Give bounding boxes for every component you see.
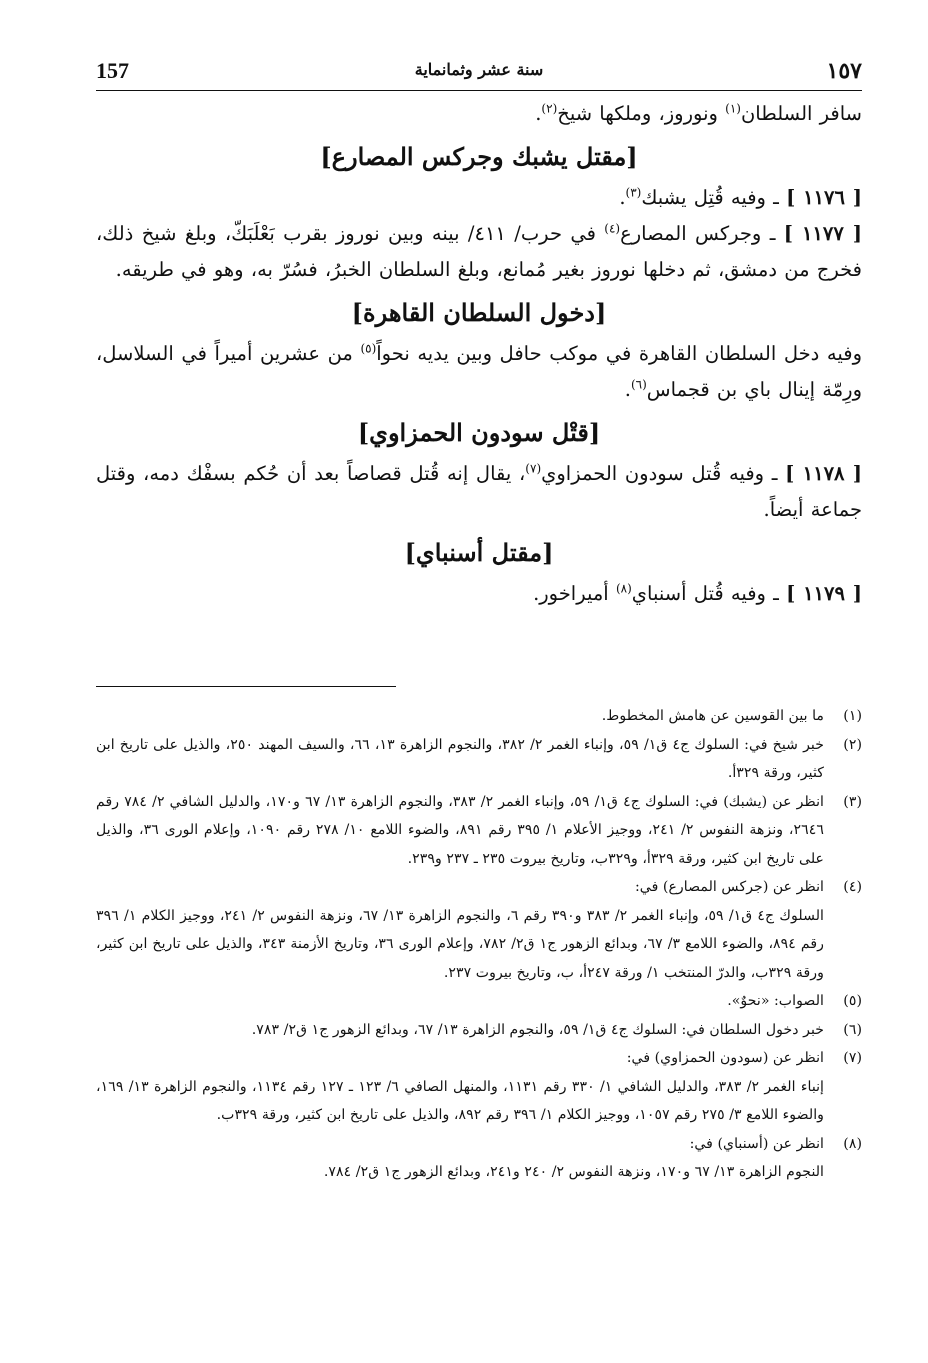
entry-number: [ ١١٧٦ ] xyxy=(786,186,862,209)
footnote xyxy=(96,873,862,902)
footnote-ref[interactable]: (١) xyxy=(725,101,741,116)
text-run: سافر السلطان xyxy=(740,102,862,125)
text-run: ، يقال إنه قُتل قصاصاً بعد أن حُكم بسفْك دمه، وقتل جماعة أيضاً. xyxy=(96,462,862,521)
footnotes xyxy=(96,702,862,1187)
footnote-text: الصواب: «نحوٌ». xyxy=(727,993,824,1009)
footnote-label xyxy=(824,902,862,988)
book-page xyxy=(96,0,862,1363)
page-number-latin: 157 xyxy=(96,58,129,83)
footnote-label: (٣) xyxy=(843,793,862,810)
footnote-text: السلوك ج٤ ق١/ ٥٩، وإنباء الغمر ٢/ ٣٨٣ و٣٩٠ رقم ٦، والنجوم الزاهرة ١٣/ ٦٧، ونزهة النفوس ٢/ ٢٤١، ووجيز الكلام ١/ ٣٩٦ رقم ٨٩٤، والضوء اللامع ٣/ ٦٧، وبدائع الزهور ج١ ق٢/ ٧٨٢، وإعلام الورى ٣٦، وتاريخ الأزمنة ٣٤٣، والذيل على تاريخ ابن كثير، ورقة ٣٢٩ب، والدرّ المنتخب ١/ ورقة ٢٤٧أ، ب، وتاريخ بيروت ٢٣٧. xyxy=(96,907,825,981)
footnote xyxy=(96,1044,862,1073)
footnote-text: انظر عن (أسنباي) في: xyxy=(689,1135,824,1152)
text-run: . xyxy=(619,186,626,209)
footnote-label: (٢) xyxy=(843,736,862,753)
entry-1179 xyxy=(96,576,862,612)
footnote xyxy=(96,788,862,874)
text-run: . xyxy=(535,102,542,125)
text-run: في حرب/ ٤١١/ بينه وبين نوروز بقرب بَعْلَبَكّ، وبلغ شيخ ذلك، فخرج من دمشق، ثم دخلها نوروز بغير مُمانع، وبلغ السلطان الخبرُ، فسُرّ به، وهو في طريقه. xyxy=(96,222,862,281)
page-header xyxy=(96,52,862,91)
running-title: سنة عشر وثمانماية xyxy=(414,60,544,79)
footnote-label: (٦) xyxy=(843,1021,862,1038)
paragraph-intro xyxy=(96,96,862,132)
footnote-text: إنباء الغمر ٢/ ٣٨٣، والدليل الشافي ١/ ٣٣٠ رقم ١١٣١، والمنهل الصافي ٦/ ١٢٣ ـ ١٢٧ رقم ١١٣٤، والنجوم الزاهرة ١٣/ ١٦٩، والضوء اللامع ٣/ ٢٧٥ رقم ١٠٥٧، ووجيز الكلام ١/ ٣٩٦ رقم ٨٩٢، والذيل على تاريخ ابن كثير، ورقة ٣٢٩ب. xyxy=(96,1078,824,1123)
text-run: ونوروز، وملكها شيخ xyxy=(557,102,726,125)
paragraph-sultan-entry xyxy=(96,336,862,408)
footnote-ref[interactable]: (٢) xyxy=(541,101,558,116)
footnote-continuation xyxy=(96,902,862,988)
entry-1178 xyxy=(96,456,862,528)
footnote-ref[interactable]: (٣) xyxy=(625,185,642,200)
footnote-text: انظر عن (سودون الحمزاوي) في: xyxy=(626,1050,824,1066)
section-heading-sultan-entry: [دخول السلطان القاهرة] xyxy=(351,298,607,327)
footnote-continuation xyxy=(96,1158,862,1187)
main-text xyxy=(96,96,862,612)
text-run: ـ وفيه قُتل أسنباي xyxy=(631,582,787,605)
footnote xyxy=(96,702,862,731)
text-run: وفيه دخل السلطان القاهرة في موكب حافل وبين يديه نحواً xyxy=(376,342,862,365)
footnote-ref[interactable]: (٥) xyxy=(360,341,377,356)
footnote xyxy=(96,1130,862,1159)
entry-number: [ ١١٧٨ ] xyxy=(785,462,863,485)
footnote-separator xyxy=(96,686,396,687)
footnote-text: خبر دخول السلطان في: السلوك ج٤ ق١/ ٥٩، والنجوم الزاهرة ١٣/ ٦٧، وبدائع الزهور ج١ ق٢/ ٧٨٣. xyxy=(251,1021,824,1038)
page-number-arabic: ١٥٧ xyxy=(826,58,862,83)
text-run: ـ وجركس المصارع xyxy=(620,222,784,245)
footnote xyxy=(96,1016,862,1045)
footnote-ref[interactable]: (٧) xyxy=(525,461,542,476)
footnote-text: انظر عن (يشبك) في: السلوك ج٤ ق١/ ٥٩، وإنباء الغمر ٢/ ٣٨٣، والنجوم الزاهرة ١٣/ ٦٧ و١٧٠، والدليل الشافي ٢/ ٧٨٤ رقم ٢٦٤٦، ونزهة النفوس ٢/ ٢٤١، ووجيز الأعلام ١/ ٣٩٥ رقم ٨٩١، والضوء اللامع ١٠/ ٢٧٨ رقم ١٠٩٠، وإعلام الورى ٣٦، والذيل على تاريخ ابن كثير، ورقة ٣٢٩أ، و٣٢٩ب، وتاريخ بيروت ٢٣٥ ـ ٢٣٧ و٢٣٩. xyxy=(96,793,825,867)
footnote-label: (٥) xyxy=(843,993,862,1009)
footnote-label: (١) xyxy=(843,708,862,724)
footnote xyxy=(96,987,862,1016)
footnote-text: النجوم الزاهرة ١٣/ ٦٧ و١٧٠، ونزهة النفوس ٢/ ٢٤٠ و٢٤١، وبدائع الزهور ج١ ق٢/ ٧٨٤. xyxy=(323,1164,824,1180)
footnote-ref[interactable]: (٦) xyxy=(630,377,647,392)
text-run: ـ وفيه قُتل سودون الحمزاوي xyxy=(541,462,786,485)
section-heading-yashbak: [مقتل يشبك وجركس المصارع] xyxy=(320,142,638,171)
footnote-text: انظر عن (جركس المصارع) في: xyxy=(635,879,824,895)
text-run: ـ وفيه قُتِل يشبك xyxy=(641,186,787,209)
entry-number: [ ١١٧٩ ] xyxy=(786,582,862,605)
footnote-label: (٨) xyxy=(843,1135,862,1152)
entry-1177 xyxy=(96,216,862,288)
footnote-label xyxy=(824,1073,862,1130)
footnote-ref[interactable]: (٨) xyxy=(615,581,632,596)
section-heading-asanbay: [مقتل أسنباي] xyxy=(404,538,554,567)
entry-1176 xyxy=(96,180,862,216)
text-run: أميراخور. xyxy=(533,582,616,605)
footnote-text: ما بين القوسين عن هامش المخطوط. xyxy=(601,708,824,724)
footnote xyxy=(96,731,862,788)
footnote-text: خبر شيخ في: السلوك ج٤ ق١/ ٥٩، وإنباء الغمر ٢/ ٣٨٢، والنجوم الزاهرة ١٣، ٦٦، والسيف المهند ٢٥٠، والذيل على تاريخ ابن كثير، ورقة ٣٢٩أ. xyxy=(96,736,824,781)
footnote-ref[interactable]: (٤) xyxy=(604,221,621,236)
text-run: من عشرين أميراً في السلاسل، ورِمّة إينال باي بن قجماس xyxy=(96,342,862,401)
footnote-label xyxy=(824,1158,862,1187)
footnote-label: (٤) xyxy=(843,879,862,895)
entry-number: [ ١١٧٧ ] xyxy=(783,222,863,245)
section-heading-sudun: [قتْل سودون الحمزاوي] xyxy=(357,418,601,447)
footnote-label: (٧) xyxy=(843,1050,862,1066)
footnote-continuation xyxy=(96,1073,862,1130)
text-run: . xyxy=(624,378,631,401)
